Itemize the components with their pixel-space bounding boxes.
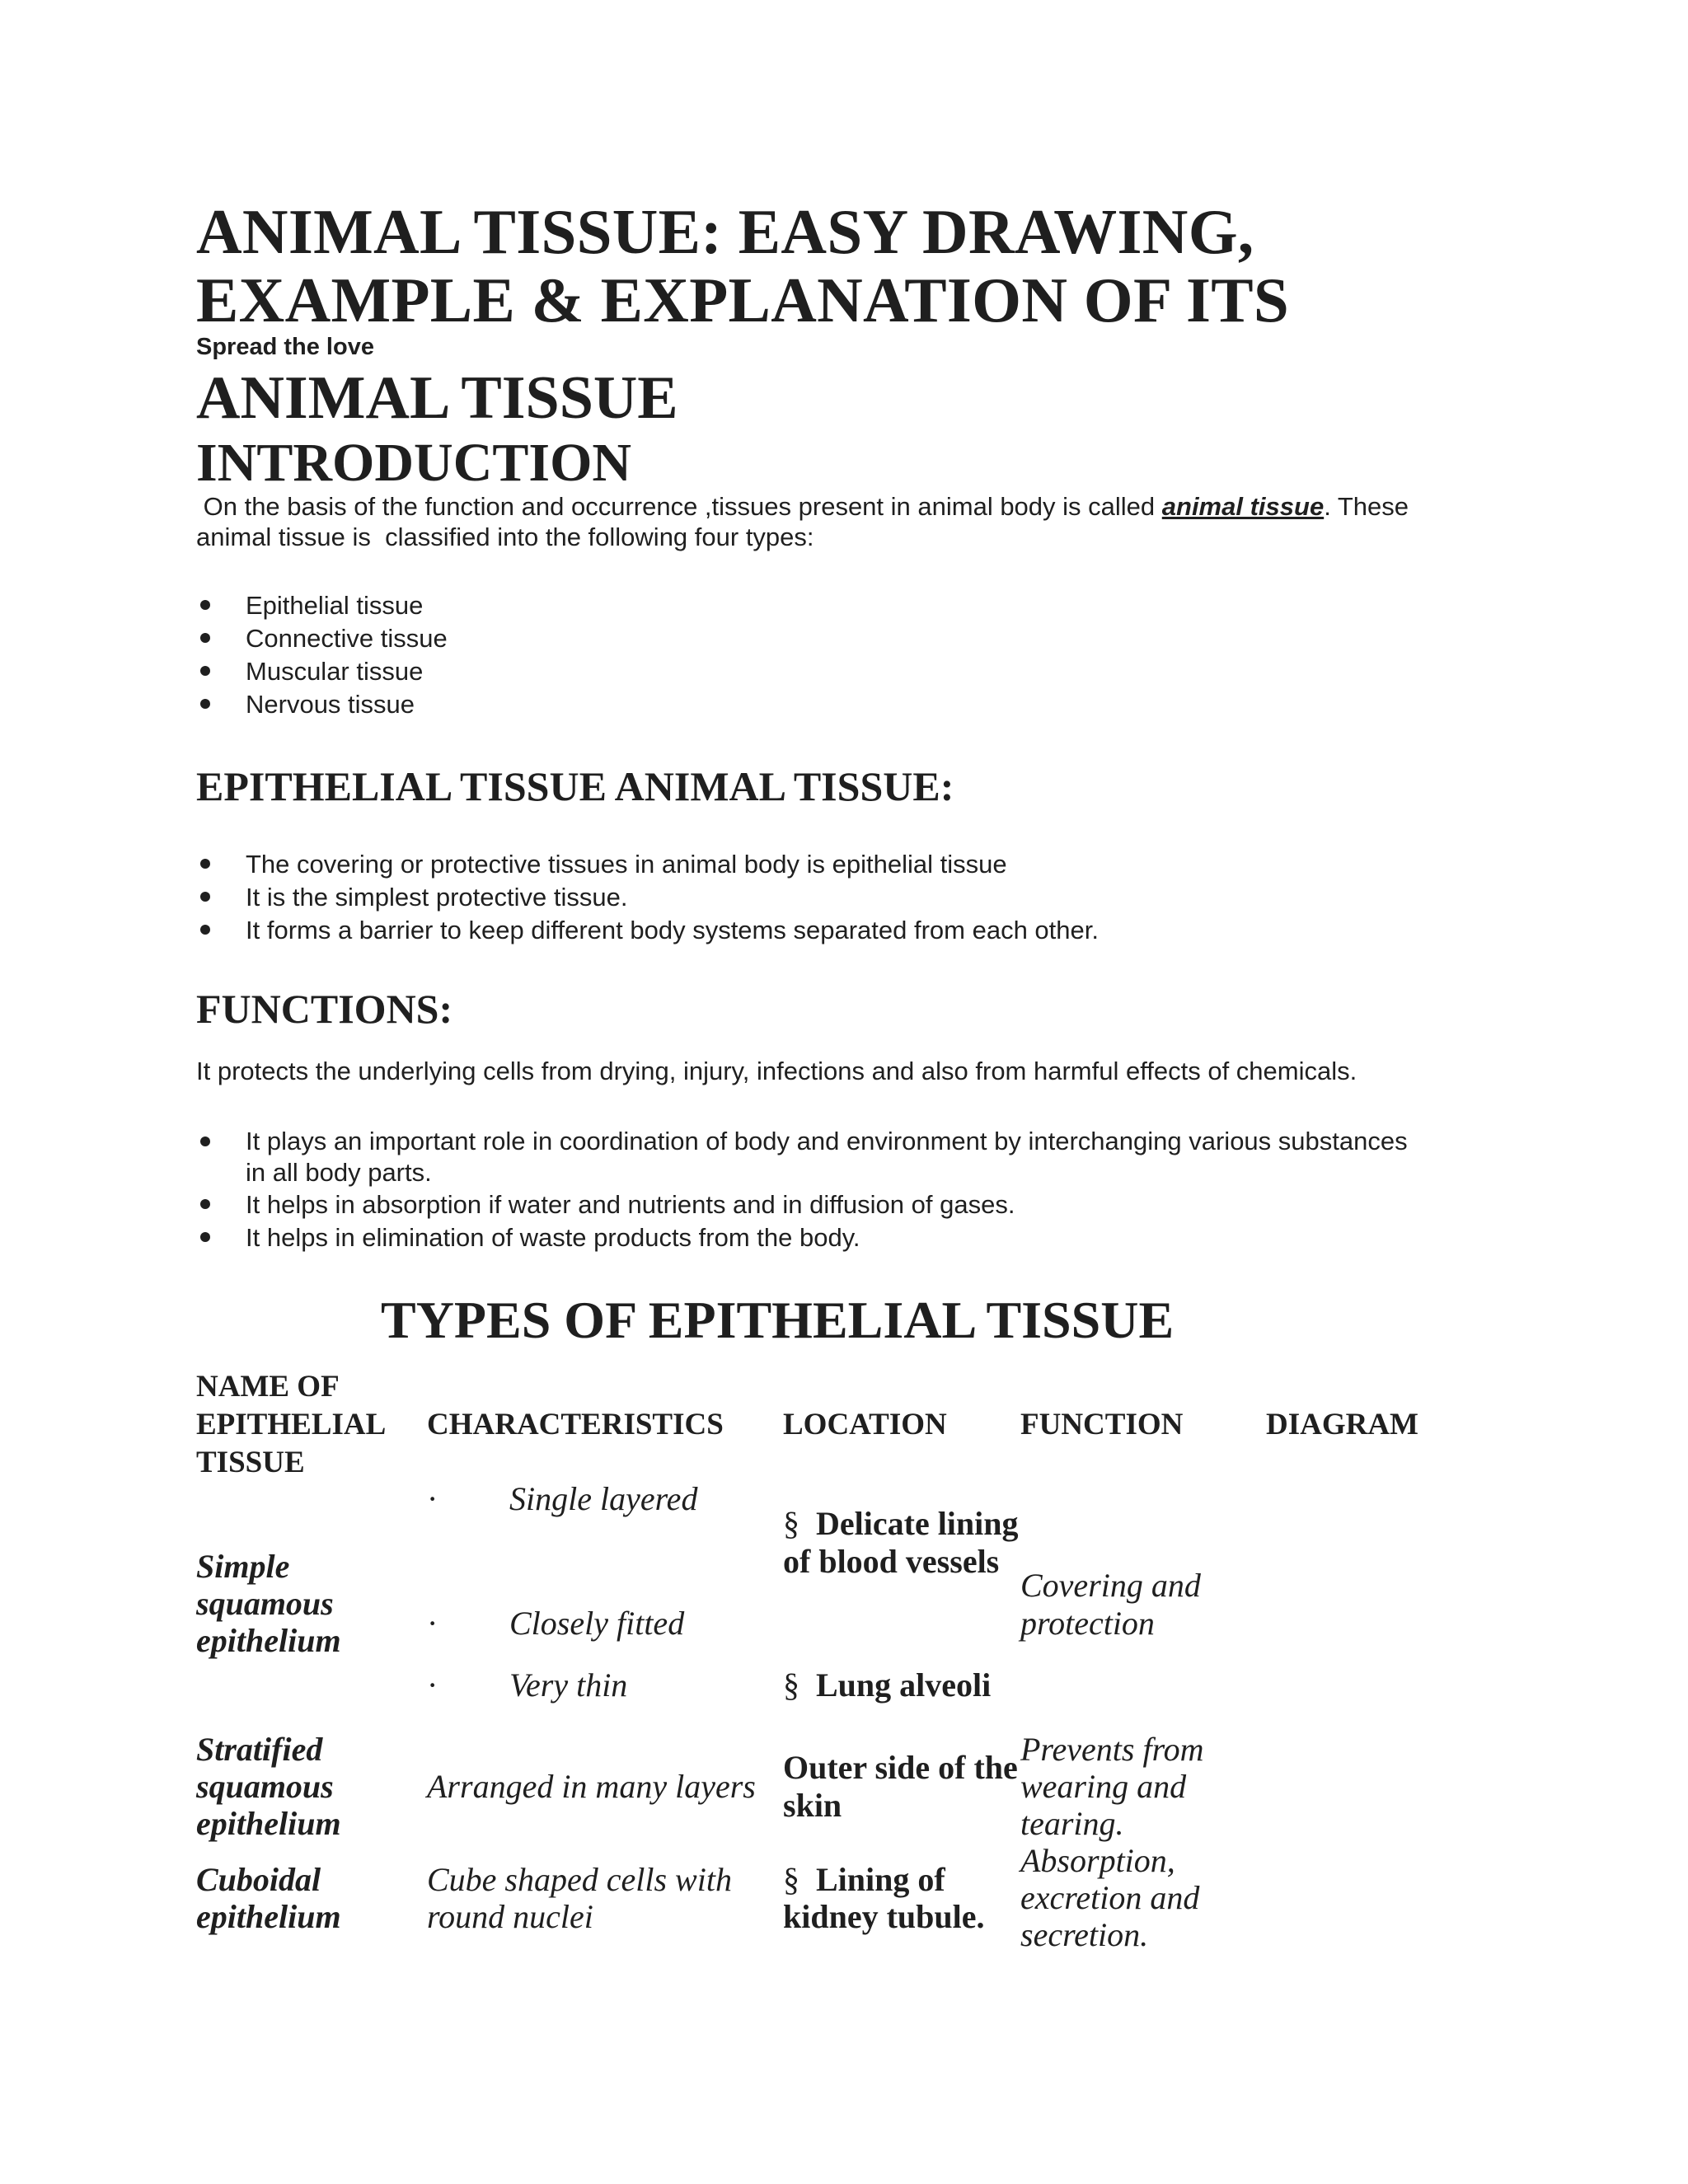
bullet-icon xyxy=(200,666,210,676)
table-row-2-characteristics: Arranged in many layers xyxy=(427,1768,756,1805)
spread-the-love-label: Spread the love xyxy=(196,334,374,360)
list-item: It helps in elimination of waste products from the body. xyxy=(198,1221,1408,1254)
intro-paragraph-line-2: animal tissue is classified into the following four types: xyxy=(196,523,814,551)
table-row-1-location-1: § Delicate lining of blood vessels xyxy=(783,1505,1019,1580)
functions-intro: It protects the underlying cells from drying, injury, infections and also from harmful effects of chemicals. xyxy=(196,1057,1357,1085)
table-row-3-location: § Lining of kidney tubule. xyxy=(783,1861,985,1935)
bullet-icon xyxy=(200,633,210,643)
intro-text-part-2: . These xyxy=(1324,492,1409,521)
heading-types-of-epithelial-tissue: TYPES OF EPITHELIAL TISSUE xyxy=(381,1291,1175,1349)
bullet-icon xyxy=(200,600,210,610)
page-title-line-2: EXAMPLE & EXPLANATION OF ITS xyxy=(196,265,1290,335)
table-row-1-char-1: · Single layered xyxy=(427,1480,698,1517)
bullet-icon xyxy=(200,925,210,935)
table-row-1-char-2: · Closely fitted xyxy=(427,1605,685,1642)
functions-points-list xyxy=(198,1126,1408,1254)
heading-epithelial-tissue: EPITHELIAL TISSUE ANIMAL TISSUE: xyxy=(196,763,954,809)
table-header-location: LOCATION xyxy=(783,1408,947,1441)
list-item: Muscular tissue xyxy=(198,655,448,688)
table-header-characteristics: CHARACTERISTICS xyxy=(427,1408,724,1441)
intro-text-part-1: On the basis of the function and occurrence ,tissues present in animal body is called xyxy=(196,492,1162,521)
epithelial-points-list xyxy=(198,848,1099,947)
list-item: It forms a barrier to keep different body systems separated from each other. xyxy=(198,914,1099,947)
table-row-3-name: Cuboidal epithelium xyxy=(196,1861,341,1935)
bullet-icon xyxy=(200,1232,210,1242)
table-row-2-function: Prevents from wearing and tearing. xyxy=(1020,1731,1204,1842)
list-item: Epithelial tissue xyxy=(198,589,448,622)
list-item: Nervous tissue xyxy=(198,688,448,721)
heading-functions: FUNCTIONS: xyxy=(196,986,453,1032)
list-item: It is the simplest protective tissue. xyxy=(198,881,1099,914)
animal-tissue-emphasis: animal tissue xyxy=(1161,492,1325,521)
table-row-1-char-3: · Very thin xyxy=(427,1666,628,1704)
intro-paragraph-line-1 xyxy=(196,491,1409,523)
table-header-diagram: DIAGRAM xyxy=(1266,1408,1418,1441)
table-row-2-name: Stratified squamous epithelium xyxy=(196,1731,341,1842)
list-item: Connective tissue xyxy=(198,622,448,655)
heading-introduction: INTRODUCTION xyxy=(196,433,632,493)
table-header-name: NAME OF EPITHELIAL TISSUE xyxy=(196,1370,387,1479)
list-item: It helps in absorption if water and nutrients and in diffusion of gases. xyxy=(198,1188,1408,1221)
list-item: The covering or protective tissues in animal body is epithelial tissue xyxy=(198,848,1099,881)
bullet-icon xyxy=(200,1137,210,1146)
table-row-2-location: Outer side of the skin xyxy=(783,1749,1018,1824)
list-item: It plays an important role in coordination of body and environment by interchanging various substances in all body parts. xyxy=(198,1126,1408,1188)
table-row-1-location-2: § Lung alveoli xyxy=(783,1666,992,1704)
heading-animal-tissue: ANIMAL TISSUE xyxy=(196,364,678,432)
tissue-types-list xyxy=(198,589,448,721)
bullet-icon xyxy=(200,859,210,869)
bullet-icon xyxy=(200,892,210,902)
table-row-3-function: Absorption, excretion and secretion. xyxy=(1020,1842,1200,1953)
page-title-line-1: ANIMAL TISSUE: EASY DRAWING, xyxy=(196,196,1254,267)
bullet-icon xyxy=(200,699,210,709)
table-row-1-function: Covering and protection xyxy=(1020,1567,1201,1642)
table-row-3-characteristics: Cube shaped cells with round nuclei xyxy=(427,1861,732,1935)
table-header-function: FUNCTION xyxy=(1020,1408,1184,1441)
table-row-1-name: Simple squamous epithelium xyxy=(196,1548,341,1659)
bullet-icon xyxy=(200,1199,210,1209)
